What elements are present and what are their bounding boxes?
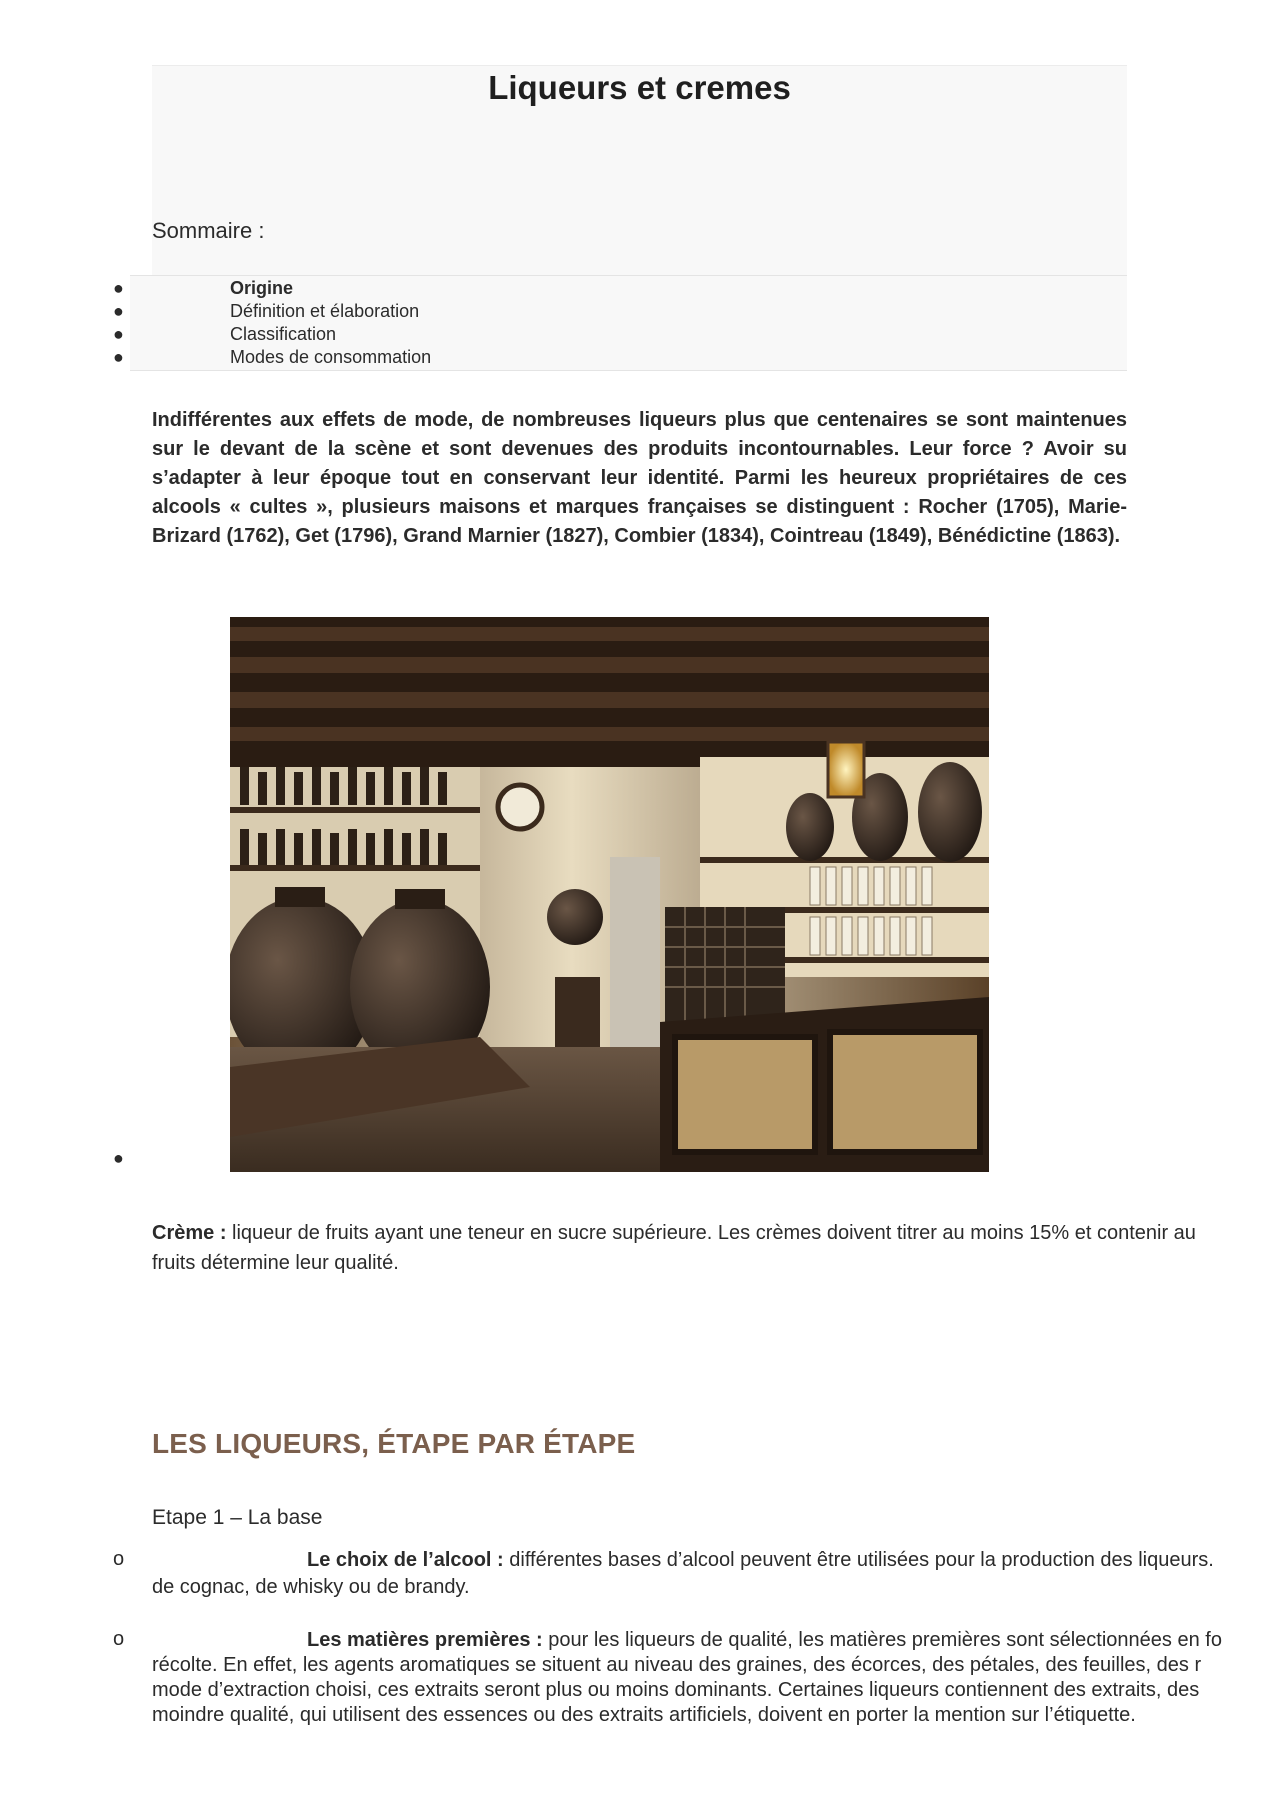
creme-line-1: liqueur de fruits ayant une teneur en sucre supérieure. Les crèmes doivent titrer au moins 15% et contenir au — [226, 1222, 1196, 1244]
distillery-photo — [230, 617, 989, 1172]
list-item-matieres — [152, 1628, 1222, 1653]
list-item-alcool-continued: de cognac, de whisky ou de brandy. — [152, 1576, 470, 1598]
item-line: différentes bases d’alcool peuvent être utilisées pour la production des liqueurs. — [503, 1549, 1214, 1571]
item-term: Le choix de l’alcool : — [307, 1549, 504, 1571]
section-heading: LES LIQUEURS, ÉTAPE PAR ÉTAPE — [152, 1428, 636, 1459]
intro-paragraph: Indifférentes aux effets de mode, de nombreuses liqueurs plus que centenaires se sont maintenues sur le devant de la scène et sont devenues des produits incontournables. Leur force ? Avoir su s’adapter à leur époque tout en conservant leur identité. Parmi les heureux propriétaires de ces alcools « cultes », plusieurs maisons et marques françaises se distinguent : Rocher (1705), Marie-Brizard (1762), Get (1796), Grand Marnier (1827), Combier (1834), Cointreau (1849), Bénédictine (1863). — [152, 409, 1127, 547]
sommaire-label: Sommaire : — [152, 218, 265, 243]
list-item-matieres-line-3: mode d’extraction choisi, ces extraits seront plus ou moins dominants. Certaines liqueurs contiennent des extraits, des — [152, 1679, 1200, 1701]
bullet-icon: ● — [113, 1148, 124, 1168]
list-item-matieres-line-4: moindre qualité, qui utilisent des essences ou des extraits artificiels, doivent en porter la mention sur l’étiquette. — [152, 1704, 1136, 1726]
creme-term: Crème : — [152, 1222, 227, 1244]
list-item-alcool — [152, 1548, 1214, 1573]
list-marker: o — [113, 1548, 125, 1570]
toc-item-label: Origine — [230, 278, 294, 298]
creme-definition — [152, 1218, 1196, 1248]
step-heading: Etape 1 – La base — [152, 1506, 323, 1529]
item-line: pour les liqueurs de qualité, les matières premières sont sélectionnées en fo — [542, 1629, 1222, 1651]
toc-item-label: Modes de consommation — [230, 347, 432, 367]
list-item-matieres-line-2: récolte. En effet, les agents aromatiques se situent au niveau des graines, des écorces, des pétales, des feuilles, des r — [152, 1654, 1202, 1676]
toc-item-label: Définition et élaboration — [230, 301, 420, 321]
bullet-icon: ● — [113, 324, 124, 344]
bullet-icon: ● — [113, 278, 124, 298]
item-term: Les matières premières : — [307, 1629, 543, 1651]
document-title: Liqueurs et cremes — [488, 69, 791, 106]
bullet-icon: ● — [113, 347, 124, 367]
creme-definition-continued: fruits détermine leur qualité. — [152, 1252, 399, 1274]
bullet-icon: ● — [113, 301, 124, 321]
list-marker: o — [113, 1628, 125, 1650]
toc-item-label: Classification — [230, 324, 337, 344]
